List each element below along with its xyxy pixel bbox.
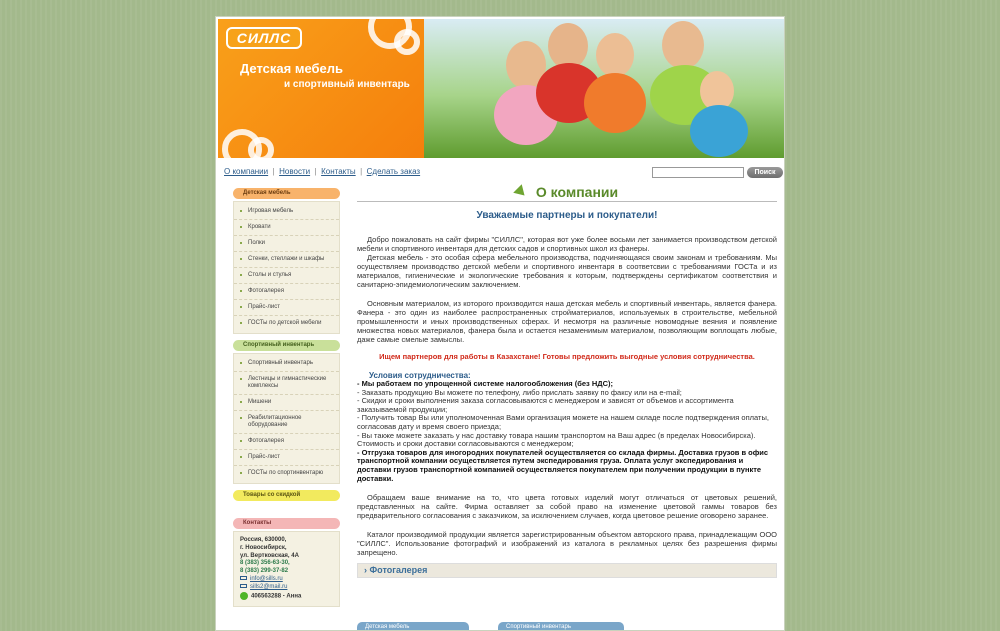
- condition-item: - Заказать продукцию Вы можете по телефону, либо прислать заявку по факсу или на e-mail;: [357, 387, 682, 397]
- sidebar-item[interactable]: Спортивный инвентарь: [234, 356, 339, 372]
- sidebar-heading-furniture[interactable]: Детская мебель: [233, 188, 340, 199]
- gallery-title: Фотогалерея: [369, 565, 428, 576]
- sidebar-list-sport: [233, 353, 340, 484]
- address-line: Россия, 630000,: [240, 537, 287, 543]
- children-photo: [424, 19, 784, 158]
- address-line: г. Новосибирск,: [240, 544, 287, 551]
- sidebar-item[interactable]: Фотогалерея: [234, 284, 339, 300]
- sidebar-heading-contacts: Контакты: [233, 518, 340, 529]
- arrow-down-right-icon: [513, 184, 529, 200]
- sidebar-item[interactable]: ГОСТы по спортинвентарю: [234, 466, 339, 481]
- icq-flower-icon: [240, 592, 248, 600]
- sidebar-item[interactable]: Мишени: [234, 395, 339, 411]
- search-input[interactable]: [652, 167, 744, 178]
- icq-row: [240, 592, 333, 601]
- main-content: [357, 183, 777, 578]
- sidebar-item[interactable]: Игровая мебель: [234, 204, 339, 220]
- sidebar-item[interactable]: ГОСТы по детской мебели: [234, 316, 339, 331]
- phone-number: 8 (383) 299-37-82: [240, 568, 289, 575]
- nav-news[interactable]: Новости: [279, 167, 311, 176]
- tab-sport[interactable]: Спортивный инвентарь: [498, 622, 624, 631]
- nav-separator: |: [357, 167, 365, 176]
- sidebar-heading-sport[interactable]: Спортивный инвентарь: [233, 340, 340, 351]
- address-line: ул. Вертковская, 4А: [240, 552, 299, 559]
- child-figure: [662, 21, 704, 69]
- top-nav: [224, 167, 420, 176]
- mail-icon: [240, 584, 247, 588]
- nav-separator: |: [312, 167, 319, 176]
- condition-item: - Скидки и сроки выполнения заказа согласовываются с менеджером и зависят от объемов и ассортимента заказываемой продукции;: [357, 396, 734, 414]
- gallery-section-header[interactable]: [357, 563, 777, 578]
- sidebar-item[interactable]: Кровати: [234, 220, 339, 236]
- page-title-text: О компании: [535, 184, 619, 200]
- banner-title: Детская мебель: [240, 61, 344, 76]
- banner-brand-panel: [218, 19, 424, 158]
- greeting-heading: Уважаемые партнеры и покупатели!: [476, 210, 658, 221]
- nav-about[interactable]: О компании: [224, 167, 269, 176]
- page-title: [357, 183, 777, 202]
- sidebar-list-furniture: [233, 201, 340, 334]
- contacts-box: [233, 531, 340, 607]
- sidebar-item[interactable]: Прайс-лист: [234, 450, 339, 466]
- phone-number: 8 (383) 356-63-30,: [240, 560, 290, 567]
- condition-item: - Отгрузка товаров для иногородних покупателей осуществляется со склада фирмы. Доставка грузов в офис транспортной компании осуществляется путем экспедирования груза. Оплата услуг экспедирования и доставки грузов транспортной компанией осуществляется покупателем при получении продукции в пункте доставки.: [357, 447, 769, 483]
- notice-paragraph: Каталог производимой продукции является зарегистрированным объектом авторского права, принадлежащим ООО "СИЛЛС". Использование фотографий и изображений из каталога в рекламных целях без разрешения фирмы запрещено.: [357, 530, 777, 558]
- child-figure: [584, 73, 646, 133]
- child-figure: [690, 105, 748, 157]
- email-row: [240, 584, 333, 592]
- search-button[interactable]: Поиск: [747, 167, 783, 178]
- condition-item: - Получить товар Вы или уполномоченная Вами организация можете на нашем складе после подтверждения оплаты, согласовав дату и время своего приезда;: [357, 413, 769, 431]
- sidebar: [233, 188, 340, 613]
- child-figure: [596, 33, 634, 77]
- header-banner: [218, 19, 784, 158]
- sidebar-item[interactable]: Прайс-лист: [234, 300, 339, 316]
- notice-paragraph: Обращаем ваше внимание на то, что цвета готовых изделий могут отличаться от цветовых решений, представленных на сайте. Фирма оставляет за собой право на изменение цветовой гаммы товаров без предварительного согласования с заказчиком, за исключением случаев, когда цветовое решение оговорено заранее.: [357, 493, 777, 521]
- email-link[interactable]: sills2@mail.ru: [250, 583, 288, 590]
- nav-contacts[interactable]: Контакты: [321, 167, 356, 176]
- banner-subtitle: и спортивный инвентарь: [284, 79, 410, 90]
- page-container: [215, 16, 785, 631]
- intro-paragraph: Добро пожаловать на сайт фирмы "СИЛЛС", которая вот уже более восьми лет занимается производством детской мебели и спортивного инвентаря для детских садов и спортивных школ из фанеры.: [357, 235, 777, 253]
- nav-order[interactable]: Сделать заказ: [366, 167, 421, 176]
- sidebar-item[interactable]: Полки: [234, 236, 339, 252]
- logo[interactable]: СИЛЛС: [226, 27, 302, 49]
- sidebar-item[interactable]: Столы и стулья: [234, 268, 339, 284]
- sidebar-item[interactable]: Реабилитационное оборудование: [234, 411, 339, 434]
- sidebar-item[interactable]: Фотогалерея: [234, 434, 339, 450]
- chevron-right-icon: ›: [364, 565, 370, 576]
- condition-item: - Вы также можете заказать у нас доставку товара нашим транспортом на Ваш адрес (в пределах Новосибирска). Стоимость и сроки доставки согласовываются с менеджером;: [357, 430, 756, 449]
- icq-number: 406563288 - Анна: [251, 593, 302, 600]
- condition-item: - Мы работаем по упрощенной системе налогообложения (без НДС);: [357, 379, 614, 388]
- partners-notice: Ищем партнеров для работы в Казахстане! Готовы предложить выгодные условия сотрудничества.: [379, 352, 755, 361]
- swirl-decoration-icon: [394, 29, 420, 55]
- sidebar-item[interactable]: Стенки, стеллажи и шкафы: [234, 252, 339, 268]
- email-link[interactable]: info@sills.ru: [250, 575, 283, 582]
- intro-paragraph: Основным материалом, из которого производится наша детская мебель и спортивный инвентарь, является фанера. Фанера - это один из наиболее распространенных стройматериалов, используемых в строительстве, мебельной промышленности и иных производственных сферах. И несмотря на различные новомодные веяния и появление множества новых материалов, фанера была и остается незаменимым материалом, позволяющим воплощать любые, даже самые смелые замыслы.: [357, 299, 777, 344]
- mail-icon: [240, 576, 247, 580]
- email-row: [240, 576, 333, 584]
- intro-paragraph: Детская мебель - это особая сфера мебельного производства, подчиняющаяся своим законам и требованиям. Мы осуществляем производство детской мебели и спортивного инвентаря в соответсвии с требованиями ГОСТа и из материалов, гигиенические и экологические требования к которым, подтверждены сертификатом соответствия и санитарно-эпидемиологическим заключением.: [357, 253, 777, 289]
- tab-furniture[interactable]: Детская мебель: [357, 622, 469, 631]
- sidebar-heading-discount[interactable]: Товары со скидкой: [233, 490, 340, 501]
- conditions-list: [357, 380, 777, 483]
- conditions-heading: Условия сотрудничества:: [369, 371, 471, 380]
- swirl-decoration-icon: [248, 137, 274, 158]
- sidebar-item[interactable]: Лестницы и гимнастические комплексы: [234, 372, 339, 395]
- nav-separator: |: [270, 167, 277, 176]
